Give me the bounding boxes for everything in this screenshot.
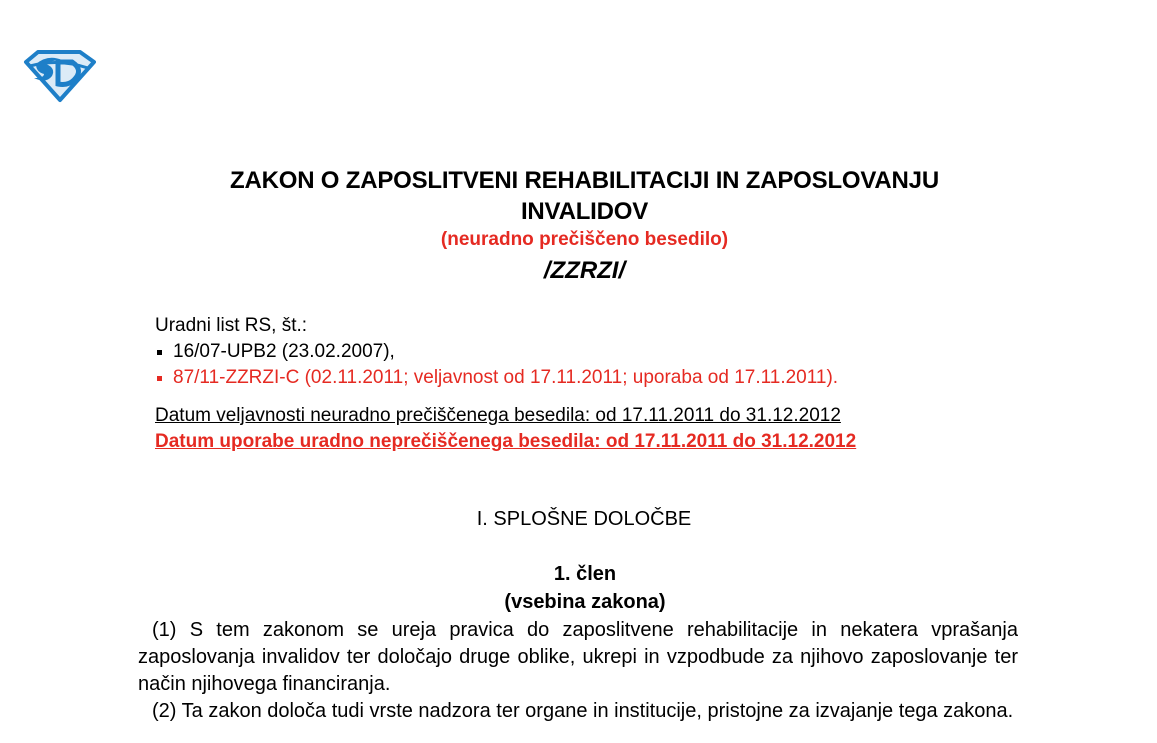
article-body: [138, 617, 1018, 725]
gazette-item: [155, 339, 838, 365]
gazette-heading: Uradni list RS, št.:: [155, 315, 308, 336]
article-heading: (vsebina zakona): [504, 591, 666, 613]
document-title-line-2: INVALIDOV: [520, 198, 649, 225]
article-paragraph: (2) Ta zakon določa tudi vrste nadzora ter organe in institucije, pristojne za izvajanje tega zakona.: [152, 700, 1014, 722]
document-title-line-1: ZAKON O ZAPOSLITVENI REHABILITACIJI IN ZAPOSLOVANJU: [230, 167, 939, 194]
sd-logo: [22, 48, 96, 104]
validity-date-official: Datum uporabe uradno neprečiščenega besedila: od 17.11.2011 do 31.12.2012: [155, 431, 857, 452]
gazette-list: [155, 339, 838, 391]
section-title: I. SPLOŠNE DOLOČBE: [476, 508, 692, 530]
gazette-block: [155, 313, 838, 391]
gazette-item-highlighted: [155, 365, 838, 391]
document-abbreviation: /ZZRZI/: [543, 257, 626, 284]
validity-block: [155, 403, 856, 455]
document-subtitle: (neuradno prečiščeno besedilo): [440, 229, 729, 250]
gazette-item-text: 16/07-UPB2 (23.02.2007),: [173, 341, 395, 362]
validity-date-unofficial: Datum veljavnosti neuradno prečiščenega besedila: od 17.11.2011 do 31.12.2012: [155, 405, 841, 426]
article-number: 1. člen: [553, 563, 617, 585]
bullet-icon: [157, 376, 162, 381]
gazette-item-text: 87/11-ZZRZI-C (02.11.2011; veljavnost od 17.11.2011; uporaba od 17.11.2011).: [173, 367, 839, 388]
article-paragraph: (1) S tem zakonom se ureja pravica do zaposlitvene rehabilitacije in nekatera vprašanja zaposlovanja invalidov ter določajo druge oblike, ukrepi in vzpodbude za njihovo zaposlovanje ter način njihovega financiranja.: [138, 619, 1018, 695]
bullet-icon: [157, 350, 162, 355]
